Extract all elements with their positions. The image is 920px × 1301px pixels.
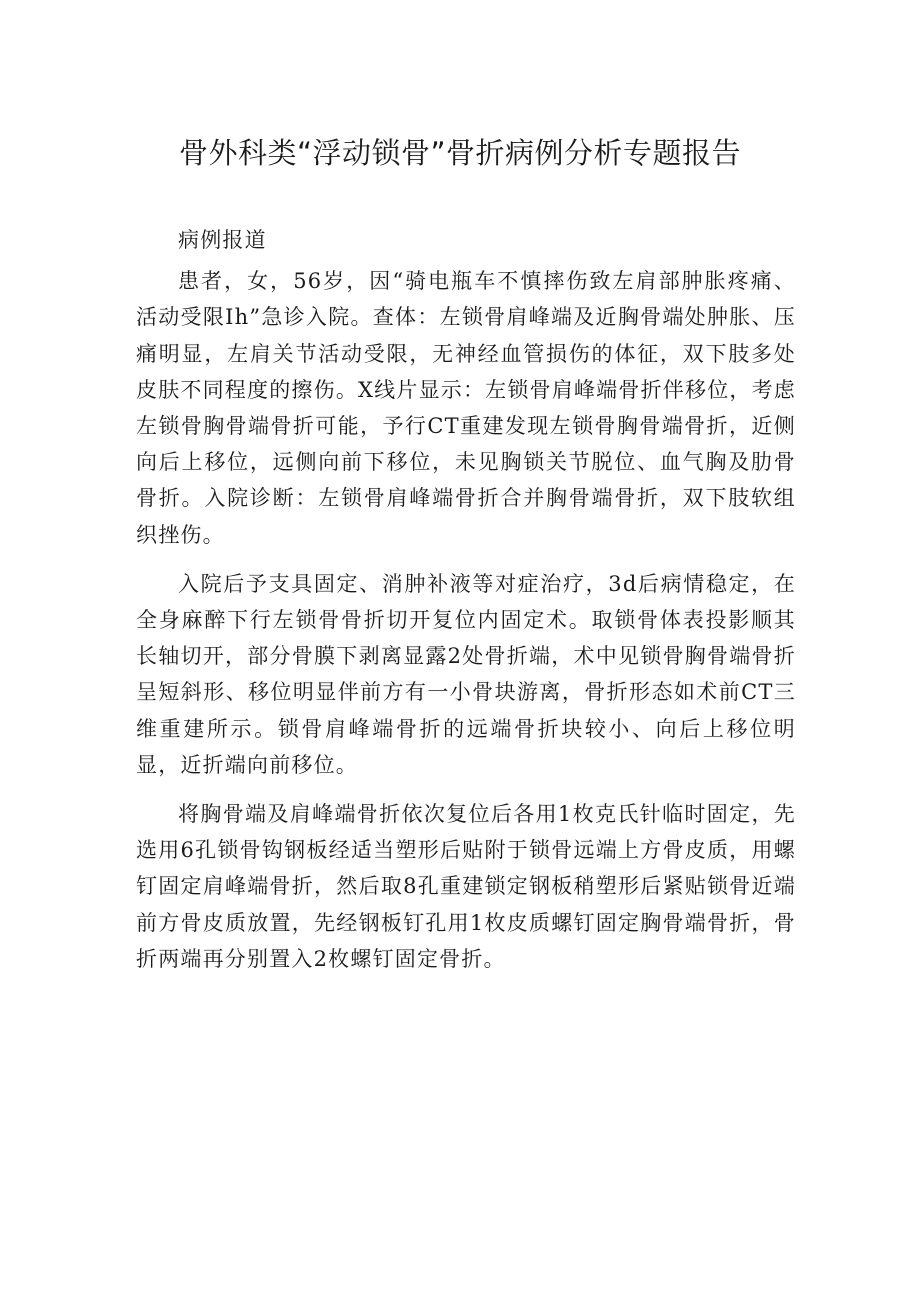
- paragraph-case-history: 患者，女，56岁，因“骑电瓶车不慎摔伤致左肩部肿胀疼痛、活动受限Ih”急诊入院。查体：左锁骨肩峰端及近胸骨端处肿胀、压痛明显，左肩关节活动受限，无神经血管损伤的体征，双下肢多处皮肤不同程度的擦伤。X线片显示：左锁骨肩峰端骨折伴移位，考虑左锁骨胸骨端骨折可能，予行CT重建发现左锁骨胸骨端骨折，近侧向后上移位，远侧向前下移位，未见胸锁关节脱位、血气胸及肋骨骨折。入院诊断：左锁骨肩峰端骨折合并胸骨端骨折，双下肢软组织挫伤。: [136, 269, 796, 547]
- document-title: 骨外科类“浮动锁骨”骨折病例分析专题报告: [178, 136, 742, 170]
- section-heading: 病例报道: [178, 228, 267, 252]
- paragraph-fixation: 将胸骨端及肩峰端骨折依次复位后各用1枚克氏针临时固定，先选用6孔锁骨钩钢板经适当塑形后贴附于锁骨远端上方骨皮质，用螺钉固定肩峰端骨折，然后取8孔重建锁定钢板稍塑形后紧贴锁骨近端前方骨皮质放置，先经钢板钉孔用1枚皮质螺钉固定胸骨端骨折，骨折两端再分别置入2枚螺钉固定骨折。: [136, 802, 796, 971]
- document-body: [136, 222, 796, 990]
- paragraph-surgery: 入院后予支具固定、消肿补液等对症治疗，3d后病情稳定，在全身麻醉下行左锁骨骨折切开复位内固定术。取锁骨体表投影顺其长轴切开，部分骨膜下剥离显露2处骨折端，术中见锁骨胸骨端骨折呈短斜形、移位明显伴前方有一小骨块游离，骨折形态如术前CT三维重建所示。锁骨肩峰端骨折的远端骨折块较小、向后上移位明显，近折端向前移位。: [136, 571, 796, 777]
